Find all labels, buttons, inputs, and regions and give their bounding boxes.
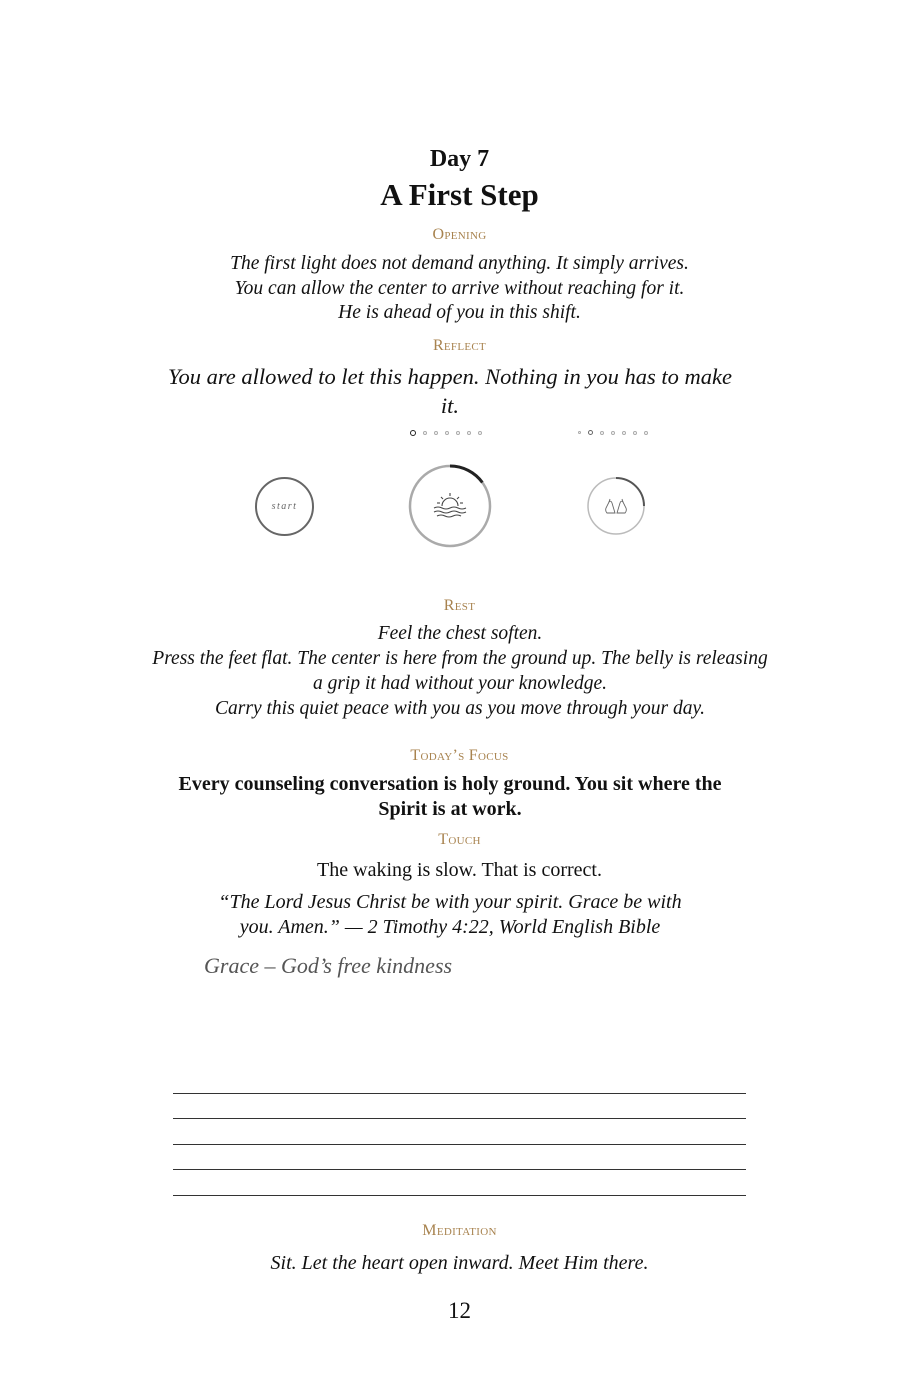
focus-label: Today’s Focus [410, 747, 509, 764]
progress-dot [467, 431, 471, 435]
focus-text: Every counseling conversation is holy ground. You sit where the Spirit is at work. [178, 773, 722, 820]
progress-dot [478, 431, 482, 435]
progress-dot [600, 431, 604, 435]
opening-label: Opening [432, 226, 487, 243]
prayer-progress-ring[interactable] [585, 475, 647, 537]
meditation-text: Sit. Let the heart open inward. Meet Him there. [270, 1252, 649, 1274]
opening-text [0, 252, 919, 326]
rest-text [150, 621, 770, 721]
progress-dot [611, 431, 615, 435]
sunrise-icon [434, 493, 466, 517]
start-label: start [271, 501, 298, 512]
opening-line: He is ahead of you in this shift. [338, 302, 581, 323]
day-number: Day 7 [429, 146, 490, 172]
page-title: A First Step [380, 177, 539, 212]
page-number: 12 [448, 1298, 471, 1323]
rest-line: Carry this quiet peace with you as you move through your day. [215, 698, 705, 719]
reflect-label: Reflect [432, 337, 487, 354]
journal-line[interactable] [173, 1093, 746, 1094]
journal-line[interactable] [173, 1144, 746, 1145]
start-button[interactable] [255, 477, 314, 536]
reflect-text: You are allowed to let this happen. Nothing in you has to make it. [168, 364, 732, 418]
touch-text: The waking is slow. That is correct. [317, 859, 602, 881]
progress-dot [622, 431, 626, 435]
progress-dot [423, 431, 427, 435]
praying-hands-icon [606, 499, 627, 513]
journal-line[interactable] [173, 1195, 746, 1196]
progress-ring-fill [450, 466, 482, 482]
rest-label: Rest [443, 597, 476, 614]
meditation-label: Meditation [422, 1222, 497, 1239]
opening-line: You can allow the center to arrive without reaching for it. [234, 277, 685, 299]
journal-line[interactable] [173, 1118, 746, 1119]
sunrise-progress-ring[interactable] [406, 462, 494, 550]
progress-dot [434, 431, 438, 435]
scripture-verse: “The Lord Jesus Christ be with your spirit. Grace be with you. Amen.” — 2 Timothy 4:22, World English Bible [218, 891, 682, 938]
progress-dot [633, 431, 637, 435]
journal-line[interactable] [173, 1169, 746, 1170]
progress-dot [578, 431, 581, 434]
progress-dots-left [410, 430, 482, 436]
progress-dots-right [578, 430, 648, 435]
progress-dot [445, 431, 449, 435]
touch-label: Touch [438, 831, 481, 848]
progress-dot [644, 431, 648, 435]
opening-line: The first light does not demand anything. It simply arrives. [230, 253, 689, 274]
rest-line: Press the feet flat. The center is here from the ground up. The belly is releasing a grip it had without your knowledge. [152, 648, 768, 694]
progress-dot [410, 430, 416, 436]
progress-dot [588, 430, 593, 435]
grace-definition: Grace – God’s free kindness [204, 953, 453, 978]
rest-line: Feel the chest soften. [377, 623, 543, 644]
progress-dot [456, 431, 460, 435]
